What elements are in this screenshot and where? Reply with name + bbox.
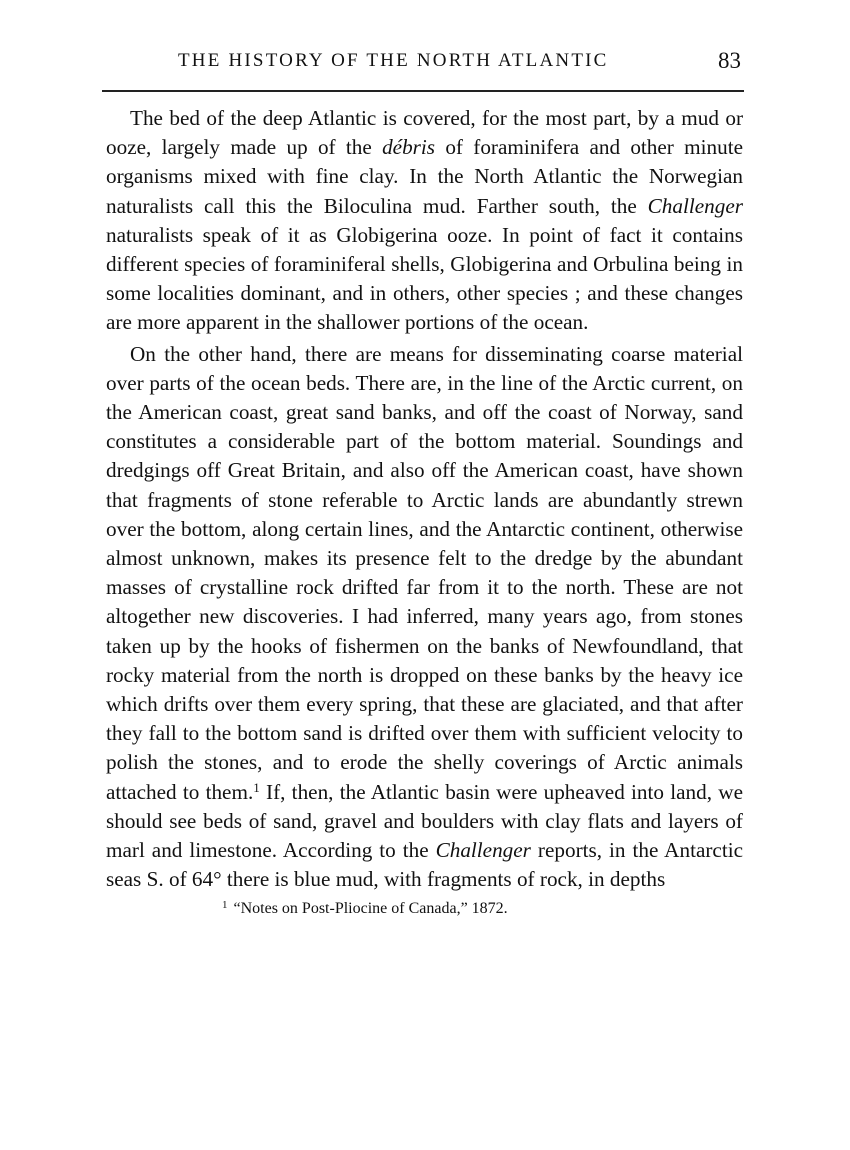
paragraph-2	[106, 340, 743, 895]
paragraph-1-text-c: naturalists speak of it as Globigerina ooze. In point of fact it contains different species of foraminiferal shells, Globigerina and Orbulina being in some localities dominant, and in others, other species ; and these changes are more apparent in the shallower portions of the ocean.	[106, 222, 743, 335]
footnote-reference: 1	[253, 779, 260, 795]
running-head: THE HISTORY OF THE NORTH ATLANTIC	[178, 50, 609, 71]
paragraph-2-text-c: reports, in the Antarctic seas S. of 64° there is blue mud, with fragments of rock, in depths	[106, 838, 743, 892]
footnote-marker: 1	[222, 899, 228, 912]
header-rule	[102, 90, 744, 92]
footnote-text: “Notes on Post-Pliocine of Canada,” 1872.	[233, 900, 508, 918]
italic-debris: débris	[382, 135, 436, 160]
page-number: 83	[718, 48, 741, 73]
paragraph-1-text-b: of foraminifera and other minute organisms mixed with fine clay. In the North Atlantic the Norwegian naturalists call this the Biloculina mud. Farther south, the	[106, 135, 743, 218]
italic-challenger: Challenger	[647, 193, 743, 218]
body-text	[106, 104, 743, 894]
paragraph-1	[106, 104, 743, 338]
page-header	[106, 44, 743, 80]
book-page	[106, 44, 743, 920]
paragraph-2-text-a: On the other hand, there are means for disseminating coarse material over parts of the ocean beds. There are, in the line of the Arctic current, on the American coast, great sand banks, and off the coast of Norway, sand constitutes a considerable part of the bottom material. Soundings and dredgings off Great Britain, and also off the American coast, have shown that fragments of stone referable to Arctic lands are abundantly strewn over the bottom, along certain lines, and the Antarctic continent, otherwise almost unknown, makes its presence felt to the dredge by the abundant masses of crystalline rock drifted far from it to the north. These are not altogether new discoveries. I had inferred, many years ago, from stones taken up by the hooks of fishermen on the banks of Newfoundland, that rocky material from the north is dropped on these banks by the heavy ice which drifts over them every spring, that these are glaciated, and that after they fall to the bottom sand is drifted over them with sufficient velocity to polish the stones, and to erode the shelly coverings of Arctic animals attached to them.	[106, 341, 743, 804]
footnote	[106, 898, 743, 920]
italic-challenger-2: Challenger	[435, 838, 531, 863]
paragraph-2-text-b: If, then, the Atlantic basin were upheaved into land, we should see beds of sand, gravel and boulders with clay flats and layers of marl and limestone. According to the	[106, 779, 744, 863]
paragraph-1-text-a: The bed of the deep Atlantic is covered, for the most part, by a mud or ooze, largely made up of the	[106, 106, 743, 160]
